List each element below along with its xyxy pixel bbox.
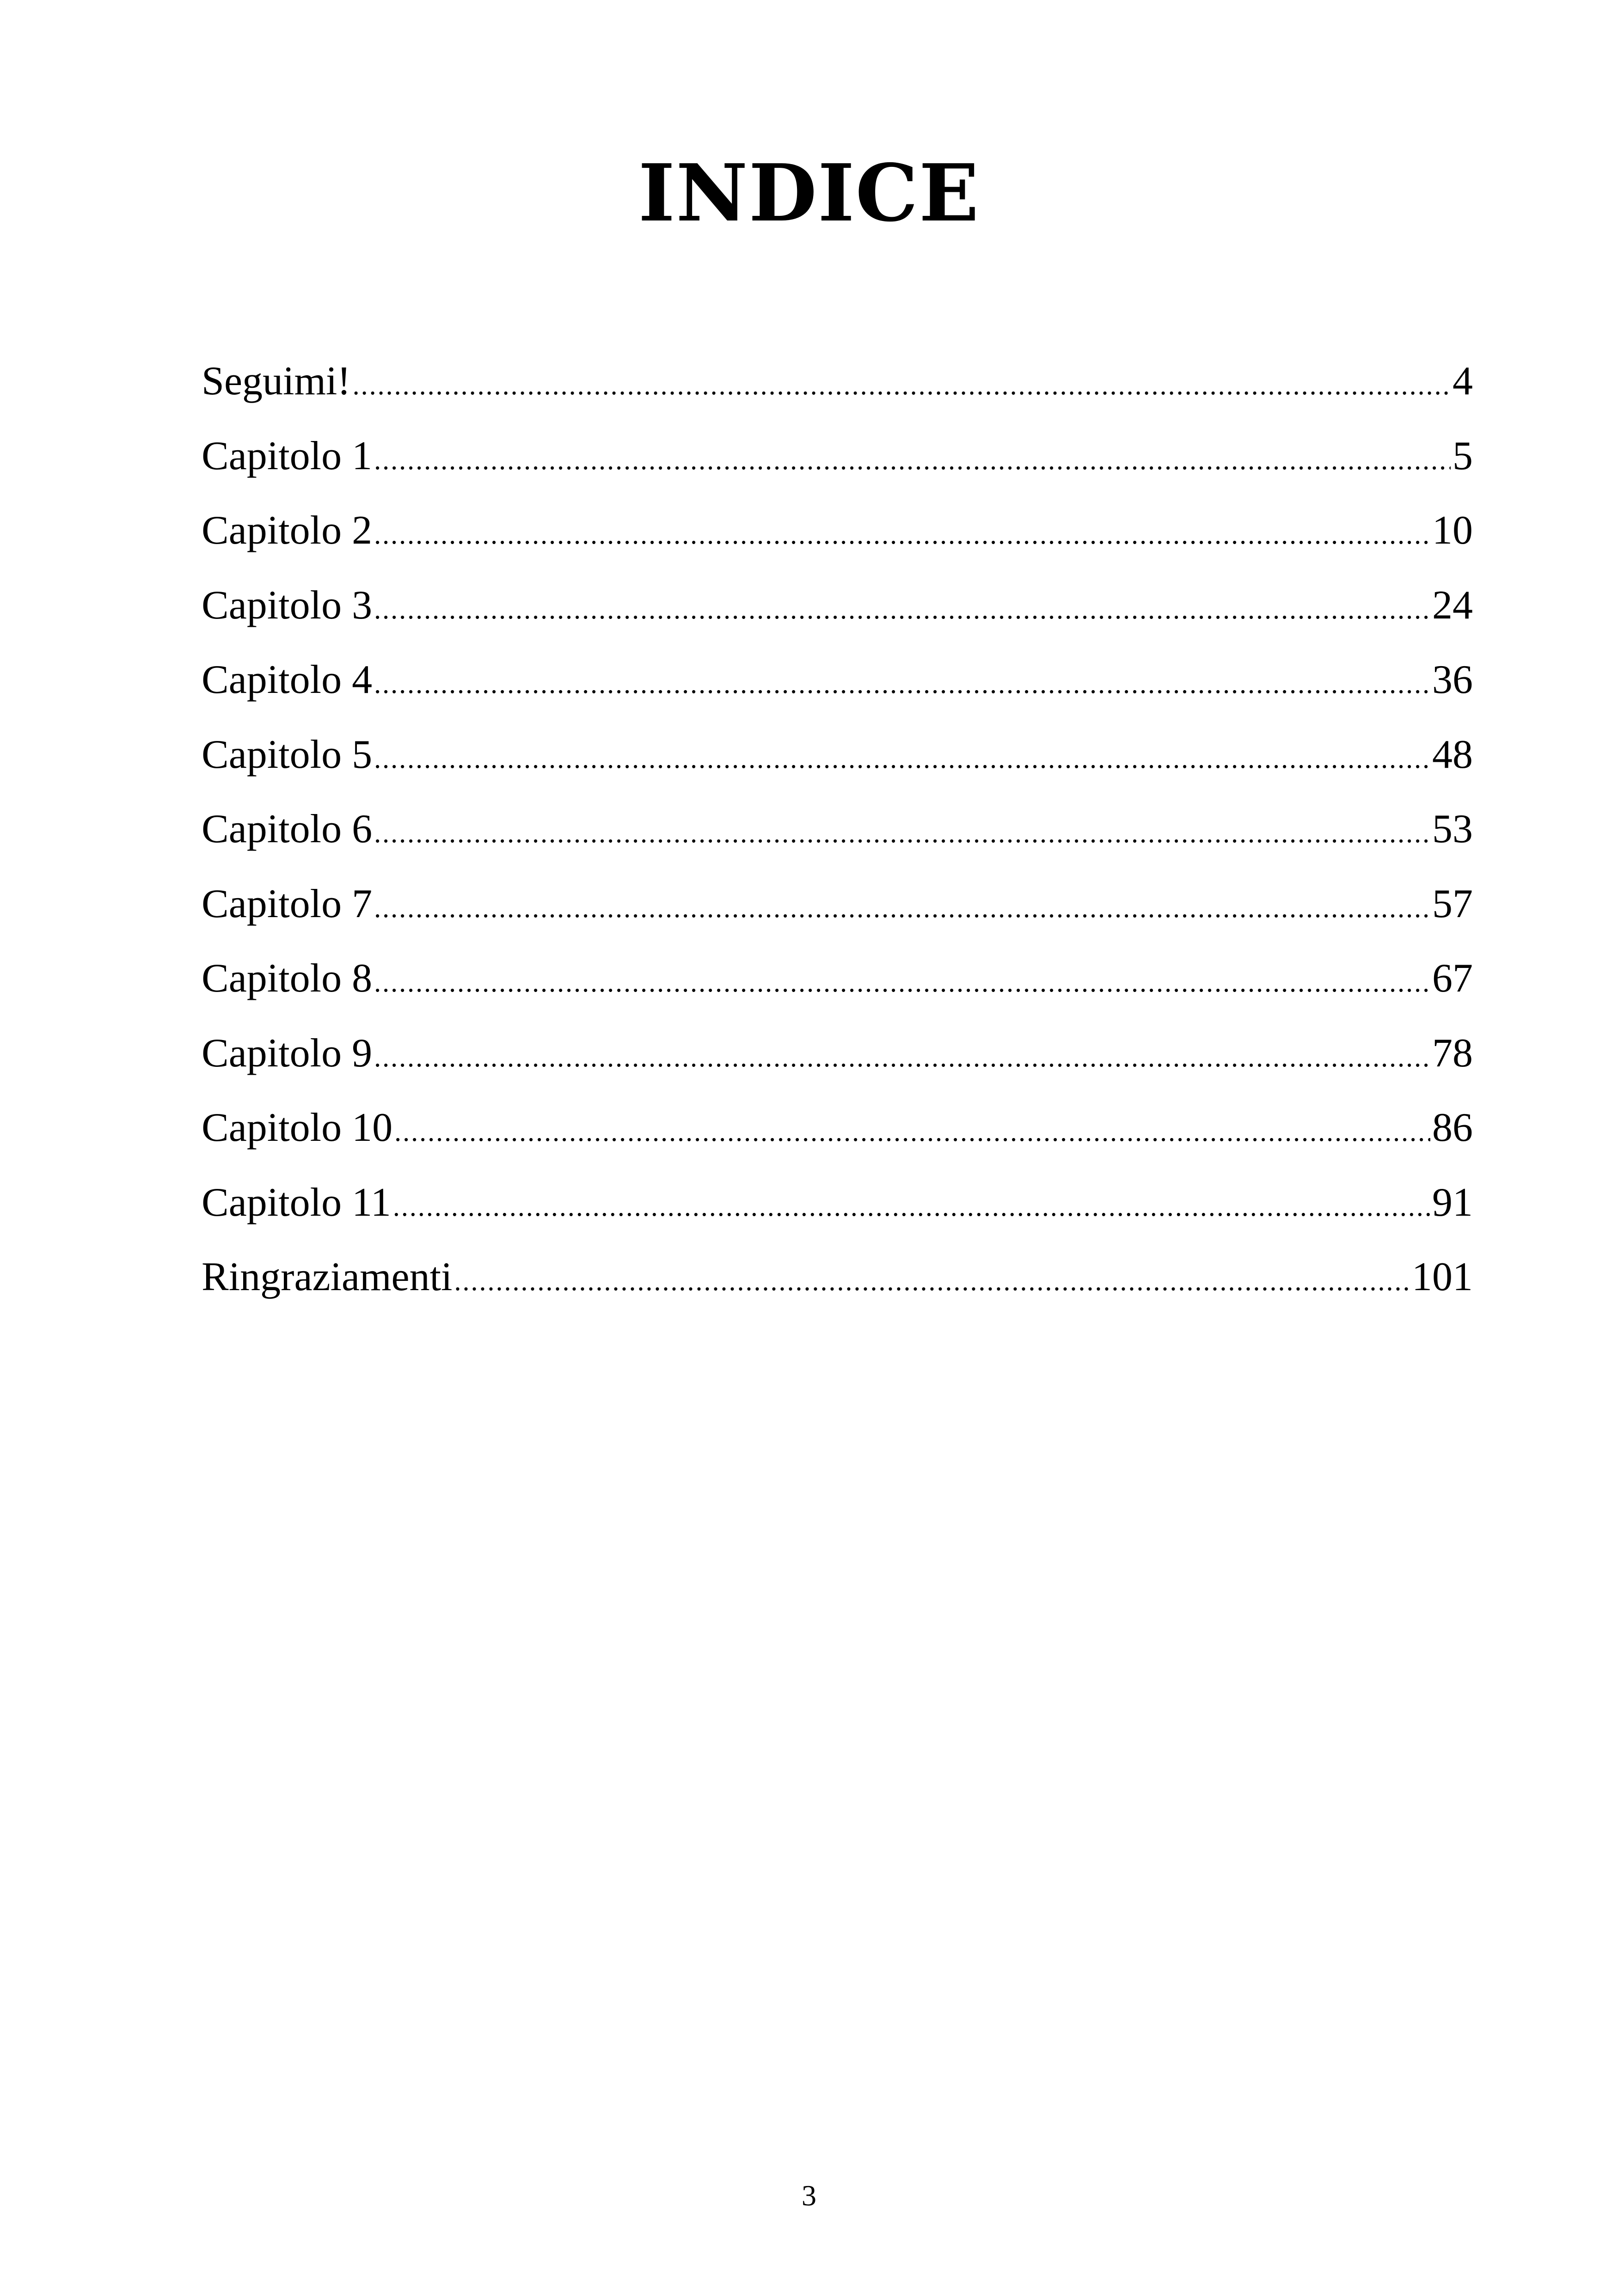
toc-entry-capitolo-8[interactable] (202, 951, 1473, 1026)
toc-dot-leader (374, 955, 1430, 1010)
toc-entry-capitolo-5[interactable] (202, 727, 1473, 802)
toc-entry-label: Capitolo 3 (202, 582, 373, 628)
toc-entry-page: 101 (1412, 1255, 1473, 1299)
toc-dot-leader (374, 880, 1430, 936)
toc-entry-label: Capitolo 4 (202, 657, 373, 702)
toc-entry-label: Ringraziamenti (202, 1255, 453, 1299)
toc-entry-label: Capitolo 5 (202, 732, 373, 777)
toc-entry-capitolo-6[interactable] (202, 802, 1473, 876)
toc-entry-label: Capitolo 11 (202, 1180, 391, 1225)
toc-dot-leader (374, 805, 1430, 861)
toc-entry-page: 10 (1432, 508, 1473, 553)
toc-entry-page: 78 (1432, 1030, 1473, 1076)
toc-entry-label: Seguimi! (202, 359, 351, 404)
toc-entry-label: Capitolo 9 (202, 1030, 373, 1076)
toc-entry-capitolo-10[interactable] (202, 1100, 1473, 1175)
toc-entry-page: 5 (1453, 433, 1473, 478)
toc-entry-label: Capitolo 10 (202, 1105, 393, 1150)
toc-entry-page: 36 (1432, 657, 1473, 702)
toc-entry-seguimi[interactable] (202, 354, 1473, 429)
toc-entry-page: 86 (1432, 1105, 1473, 1150)
toc-dot-leader (374, 656, 1430, 711)
toc-entry-label: Capitolo 8 (202, 956, 373, 1001)
toc-entry-label: Capitolo 1 (202, 433, 373, 478)
toc-entry-capitolo-11[interactable] (202, 1175, 1473, 1250)
toc-entry-label: Capitolo 2 (202, 508, 373, 553)
toc-entry-capitolo-7[interactable] (202, 876, 1473, 951)
toc-dot-leader (374, 582, 1430, 637)
page-title: INDICE (638, 147, 980, 239)
toc-entry-ringraziamenti[interactable] (202, 1249, 1473, 1324)
toc-dot-leader (374, 1029, 1430, 1085)
toc-entry-capitolo-1[interactable] (202, 429, 1473, 503)
toc-dot-leader (374, 507, 1430, 562)
toc-entry-capitolo-3[interactable] (202, 578, 1473, 653)
toc-entry-page: 48 (1432, 732, 1473, 777)
toc-dot-leader (393, 1179, 1430, 1234)
toc-entry-page: 67 (1432, 956, 1473, 1001)
toc-dot-leader (454, 1253, 1410, 1309)
toc-entry-page: 24 (1432, 582, 1473, 628)
toc-entry-page: 4 (1453, 359, 1473, 404)
toc-entry-page: 57 (1432, 881, 1473, 926)
toc-dot-leader (353, 357, 1451, 413)
toc-entry-capitolo-4[interactable] (202, 652, 1473, 727)
toc-dot-leader (374, 731, 1430, 786)
toc-entry-capitolo-2[interactable] (202, 503, 1473, 578)
toc-entry-label: Capitolo 7 (202, 881, 373, 926)
toc-entry-label: Capitolo 6 (202, 807, 373, 851)
toc-dot-leader (374, 432, 1451, 488)
page-number: 3 (802, 2179, 816, 2212)
toc-entry-page: 53 (1432, 807, 1473, 851)
table-of-contents (202, 354, 1473, 1324)
toc-dot-leader (394, 1104, 1430, 1159)
toc-entry-capitolo-9[interactable] (202, 1026, 1473, 1101)
toc-entry-page: 91 (1432, 1180, 1473, 1225)
